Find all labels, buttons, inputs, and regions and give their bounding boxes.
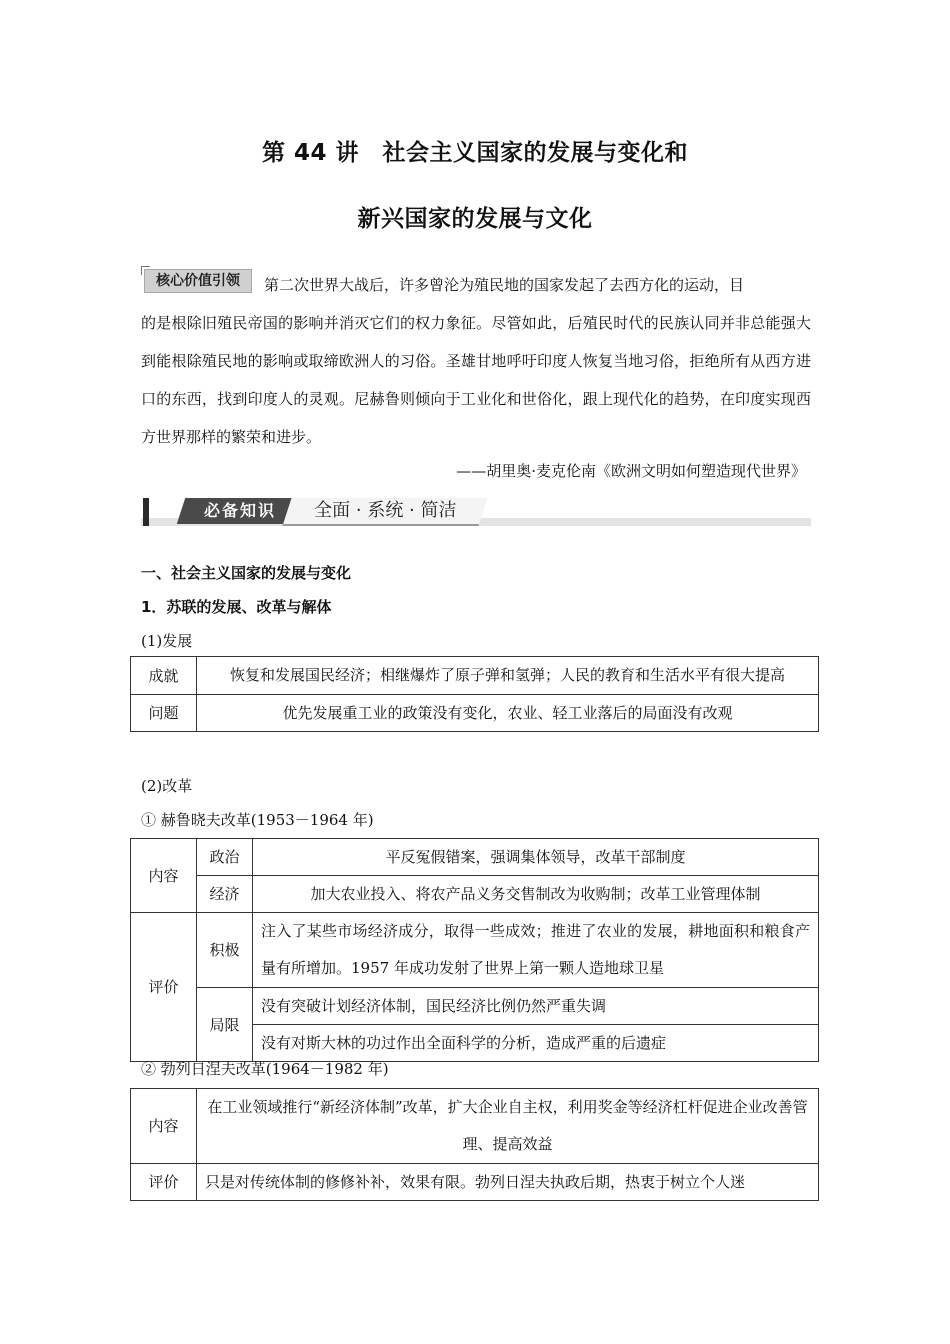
- table-cell-label: 内容: [131, 839, 197, 913]
- development-table: [130, 656, 819, 732]
- table-cell-label: 成就: [131, 657, 197, 695]
- table-cell-sublabel: 局限: [197, 988, 253, 1062]
- banner-label-overview: [282, 498, 487, 526]
- table-row: [131, 1164, 819, 1201]
- badge-label: 核心价值引领: [144, 269, 252, 293]
- page-title-line1: 第 44 讲 社会主义国家的发展与变化和: [261, 140, 689, 166]
- khrushchev-reform-title: ① 赫鲁晓夫改革(1953－1964 年): [141, 811, 374, 829]
- subsection-heading: 1．苏联的发展、改革与解体: [141, 598, 332, 616]
- table-row: [131, 695, 819, 732]
- section-banner: [141, 496, 811, 532]
- banner-label-essential-text: 必备知识: [203, 501, 276, 520]
- table-row: [131, 1089, 819, 1164]
- table-cell-sublabel: 积极: [197, 913, 253, 988]
- development-heading: (1)发展: [141, 632, 193, 650]
- table-row: [131, 839, 819, 876]
- table-cell-label: 评价: [131, 913, 197, 1062]
- table-cell-label: 评价: [131, 1164, 197, 1201]
- khrushchev-table: [130, 838, 819, 1062]
- reform-heading: (2)改革: [141, 777, 193, 795]
- core-value-badge: [141, 266, 253, 292]
- table-cell-sublabel: 经济: [197, 876, 253, 913]
- page-title-line2: 新兴国家的发展与文化: [357, 206, 593, 232]
- table-cell-text: 没有突破计划经济体制，国民经济比例仍然严重失调: [253, 988, 819, 1025]
- section-heading: 一、社会主义国家的发展与变化: [141, 564, 352, 582]
- table-row: [131, 876, 819, 913]
- brezhnev-table: [130, 1088, 819, 1201]
- table-cell-label: 问题: [131, 695, 197, 732]
- intro-quote-source: ——胡里奥·麦克伦南《欧洲文明如何塑造现代世界》: [456, 462, 806, 480]
- banner-label-overview-text: 全面 · 系统 · 简洁: [314, 500, 457, 521]
- table-cell-text: 在工业领域推行“新经济体制”改革，扩大企业自主权，利用奖金等经济杠杆促进企业改善管理、提高效益: [197, 1089, 819, 1164]
- table-cell-text: 加大农业投入、将农产品义务交售制改为收购制；改革工业管理体制: [253, 876, 819, 913]
- table-row: [131, 657, 819, 695]
- table-row: [131, 988, 819, 1025]
- table-cell-label: 内容: [131, 1089, 197, 1164]
- table-cell-text: 平反冤假错案，强调集体领导，改革干部制度: [253, 839, 819, 876]
- table-cell-text: 优先发展重工业的政策没有变化，农业、轻工业落后的局面没有改观: [197, 695, 819, 732]
- table-cell-sublabel: 政治: [197, 839, 253, 876]
- table-cell-text: 没有对斯大林的功过作出全面科学的分析，造成严重的后遗症: [253, 1025, 819, 1062]
- intro-paragraph: 的是根除旧殖民帝国的影响并消灭它们的权力象征。尽管如此，后殖民时代的民族认同并非总能强大到能根除殖民地的影响或取缔欧洲人的习俗。圣雄甘地呼吁印度人恢复当地习俗，拒绝所有从西方进口的东西，找到印度人的灵观。尼赫鲁则倾向于工业化和世俗化，跟上现代化的趋势，在印度实现西方世界那样的繁荣和进步。: [141, 314, 811, 446]
- table-cell-text: 注入了某些市场经济成分，取得一些成效；推进了农业的发展，耕地面积和粮食产量有所增加。1957 年成功发射了世界上第一颗人造地球卫星: [253, 913, 819, 988]
- table-row: [131, 913, 819, 988]
- banner-bar: [143, 498, 149, 526]
- intro-paragraph-first-line: 第二次世界大战后，许多曾沦为殖民地的国家发起了去西方化的运动，目: [264, 276, 745, 294]
- table-cell-text: 只是对传统体制的修修补补，效果有限。勃列日涅夫执政后期，热衷于树立个人迷: [197, 1164, 819, 1201]
- table-cell-text: 恢复和发展国民经济；相继爆炸了原子弹和氢弹；人民的教育和生活水平有很大提高: [197, 657, 819, 695]
- brezhnev-reform-title: ② 勃列日涅夫改革(1964－1982 年): [141, 1060, 389, 1078]
